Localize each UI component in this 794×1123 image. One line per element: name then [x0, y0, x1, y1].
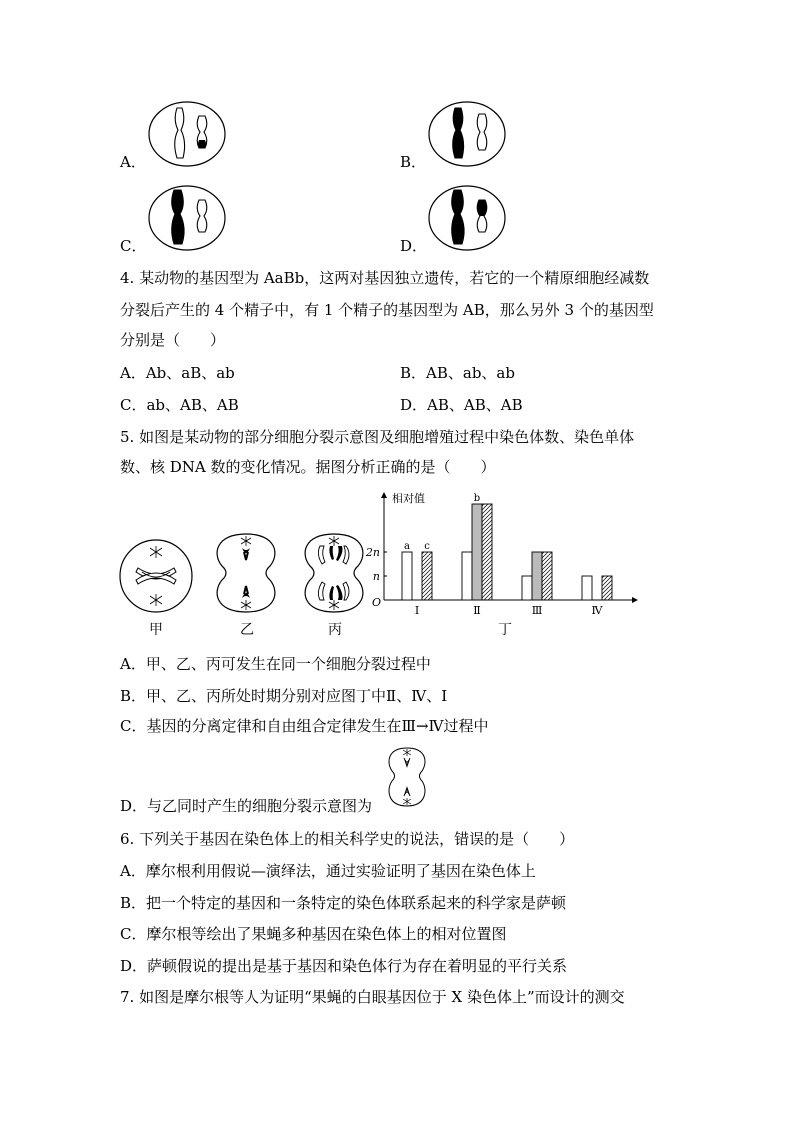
cell-yi-label: 乙: [240, 622, 254, 638]
q3-option-a-label: A．: [120, 153, 146, 171]
q5-stem-line2: 数、核 DNA 数的变化情况。据图分析正确的是（ ）: [120, 458, 496, 476]
bar: [482, 504, 492, 600]
y-axis-title: 相对值: [392, 492, 425, 505]
series-label: c: [424, 541, 430, 552]
q3-option-d-figure: [427, 184, 507, 252]
y-axis-arrow: [381, 492, 387, 498]
cell-jia-figure: [118, 538, 194, 614]
q6-option-b: B．把一个特定的基因和一条特定的染色体联系起来的科学家是萨顿: [120, 894, 567, 912]
x-tick-label: Ⅰ: [414, 604, 420, 617]
q4-option-c: C．ab、AB、AB: [120, 396, 239, 414]
origin-label: O: [372, 596, 382, 609]
q5-option-d: D．与乙同时产生的细胞分裂示意图为: [120, 797, 373, 815]
q4-stem-line1: 4. 某动物的基因型为 AaBb，这两对基因独立遗传，若它的一个精原细胞经减数: [120, 269, 650, 287]
q4-stem-line3: 分别是（ ）: [120, 331, 226, 349]
q3-option-a-figure: [147, 100, 227, 168]
chart-ding-label: 丁: [498, 622, 512, 638]
bar: [462, 552, 472, 600]
bar: [602, 576, 612, 600]
bar: [532, 552, 542, 600]
bar: [522, 576, 532, 600]
q3-option-b-label: B．: [400, 153, 427, 171]
q6-option-a: A．摩尔根利用假说—演绎法，通过实验证明了基因在染色体上: [120, 862, 536, 880]
q6-stem: 6. 下列关于基因在染色体上的相关科学史的说法，错误的是（ ）: [120, 830, 575, 848]
y-tick-label: n: [372, 570, 380, 583]
y-tick-label: 2n: [365, 546, 380, 559]
series-label: a: [404, 541, 410, 552]
bar: [582, 576, 592, 600]
q3-option-c-label: C．: [120, 237, 147, 255]
q4-stem-line2: 分裂后产生的 4 个精子中，有 1 个精子的基因型为 AB，那么另外 3 个的基因型: [120, 301, 654, 319]
cell-bing-figure: [296, 530, 372, 616]
x-axis-arrow: [632, 597, 638, 603]
cell-jia-label: 甲: [149, 622, 163, 638]
q3-option-d-label: D．: [400, 237, 428, 255]
bar: [472, 504, 482, 600]
q3-option-c-figure: [147, 184, 227, 252]
cell-yi-figure: [208, 530, 284, 616]
q3-option-b-figure: [427, 100, 507, 168]
x-tick-label: Ⅲ: [531, 604, 543, 617]
q5-option-d-figure: [384, 746, 430, 808]
x-tick-label: Ⅳ: [591, 604, 603, 617]
bar: [402, 552, 412, 600]
q5-option-c: C．基因的分离定律和自由组合定律发生在Ⅲ→Ⅳ过程中: [120, 717, 489, 735]
q6-option-d: D．萨顿假说的提出是基于基因和染色体行为存在着明显的平行关系: [120, 957, 568, 975]
chart-ding: [362, 490, 642, 620]
cell-bing-label: 丙: [328, 622, 342, 638]
bar: [542, 552, 552, 600]
q4-option-d: D．AB、AB、AB: [400, 396, 523, 414]
q6-option-c: C．摩尔根等绘出了果蝇多种基因在染色体上的相对位置图: [120, 925, 507, 943]
q5-stem-line1: 5. 如图是某动物的部分细胞分裂示意图及细胞增殖过程中染色体数、染色单体: [120, 428, 635, 446]
q5-option-a: A．甲、乙、丙可发生在同一个细胞分裂过程中: [120, 655, 431, 673]
bar: [422, 552, 432, 600]
q7-stem-line1: 7. 如图是摩尔根等人为证明“果蝇的白眼基因位于 X 染色体上”而设计的测交: [120, 988, 625, 1006]
q5-option-b: B．甲、乙、丙所处时期分别对应图丁中Ⅱ、Ⅳ、Ⅰ: [120, 687, 448, 705]
q4-option-b: B．AB、ab、ab: [400, 364, 515, 382]
series-label: b: [473, 493, 481, 504]
x-tick-label: Ⅱ: [473, 604, 481, 617]
q4-option-a: A．Ab、aB、ab: [120, 364, 235, 382]
